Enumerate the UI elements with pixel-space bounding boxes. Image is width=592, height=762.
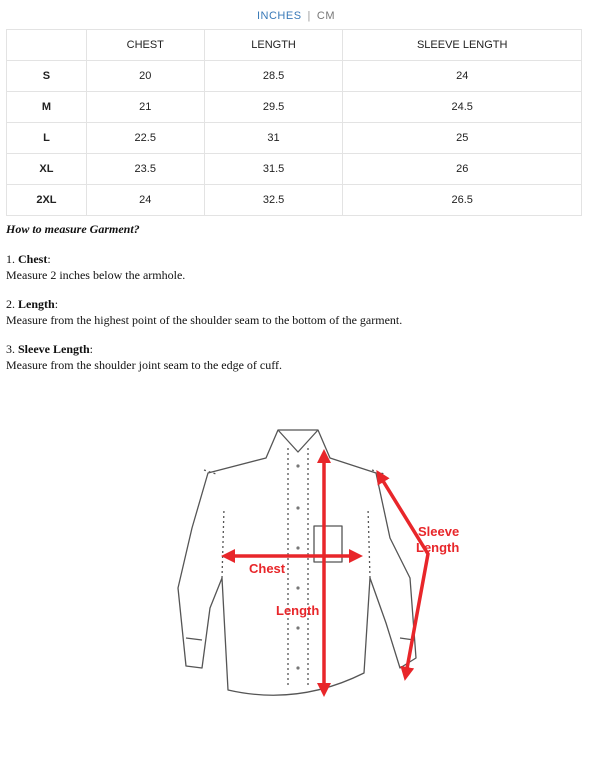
unit-separator: | — [307, 10, 311, 22]
size-cell: 2XL — [7, 185, 87, 216]
guide-item-number: 2. — [6, 297, 15, 311]
chest-cell: 23.5 — [86, 154, 204, 185]
chest-cell: 24 — [86, 185, 204, 216]
shirt-buttons — [296, 464, 299, 669]
header-length: LENGTH — [204, 30, 343, 61]
guide-item-description: Measure 2 inches below the armhole. — [6, 268, 186, 282]
guide-item-title: Sleeve Length — [18, 342, 90, 356]
size-cell: M — [7, 92, 87, 123]
size-cell: L — [7, 123, 87, 154]
size-cell: S — [7, 61, 87, 92]
length-cell: 31 — [204, 123, 343, 154]
unit-inches-option[interactable]: INCHES — [256, 10, 302, 22]
length-cell: 31.5 — [204, 154, 343, 185]
guide-item-title: Length — [18, 297, 55, 311]
measurement-guide — [6, 222, 586, 386]
table-row — [7, 185, 582, 216]
size-chart-table — [6, 29, 582, 216]
table-row — [7, 61, 582, 92]
length-cell: 32.5 — [204, 185, 343, 216]
table-row — [7, 92, 582, 123]
sleeve-cell: 24.5 — [343, 92, 582, 123]
guide-item-description: Measure from the highest point of the shoulder seam to the bottom of the garment. — [6, 313, 403, 327]
shirt-measurement-diagram — [128, 418, 478, 718]
guide-item-chest: 1. Chest: Measure 2 inches below the armhole. — [6, 251, 586, 283]
guide-item-number: 1. — [6, 252, 15, 266]
length-cell: 29.5 — [204, 92, 343, 123]
table-header-row — [7, 30, 582, 61]
unit-toggle — [0, 10, 592, 22]
sleeve-length-arrow — [380, 476, 428, 674]
sleeve-cell: 26.5 — [343, 185, 582, 216]
size-cell: XL — [7, 154, 87, 185]
shirt-diagram-svg — [128, 418, 478, 718]
chest-label: Chest — [249, 561, 286, 576]
guide-item-description: Measure from the shoulder joint seam to the edge of cuff. — [6, 358, 283, 372]
header-chest: CHEST — [86, 30, 204, 61]
chest-cell: 21 — [86, 92, 204, 123]
sleeve-cell: 26 — [343, 154, 582, 185]
table-row — [7, 154, 582, 185]
unit-cm-option[interactable]: CM — [316, 10, 336, 22]
table-row — [7, 123, 582, 154]
header-size — [7, 30, 87, 61]
length-cell: 28.5 — [204, 61, 343, 92]
sleeve-cell: 25 — [343, 123, 582, 154]
shirt-outline — [178, 430, 416, 695]
sleeve-cell: 24 — [343, 61, 582, 92]
chest-cell: 22.5 — [86, 123, 204, 154]
guide-item-length: 2. Length: Measure from the highest point of the shoulder seam to the bottom of the garment. — [6, 296, 586, 328]
sleeve-label-line1: Sleeve — [418, 524, 460, 539]
guide-item-sleeve-length: 3. Sleeve Length: Measure from the shoulder joint seam to the edge of cuff. — [6, 341, 586, 373]
chest-cell: 20 — [86, 61, 204, 92]
guide-item-number: 3. — [6, 342, 15, 356]
guide-item-title: Chest — [18, 252, 48, 266]
header-sleeve-length: SLEEVE LENGTH — [343, 30, 582, 61]
guide-heading: How to measure Garment? — [6, 222, 140, 236]
sleeve-label-line2: Length — [416, 540, 460, 555]
length-label: Length — [276, 603, 320, 618]
